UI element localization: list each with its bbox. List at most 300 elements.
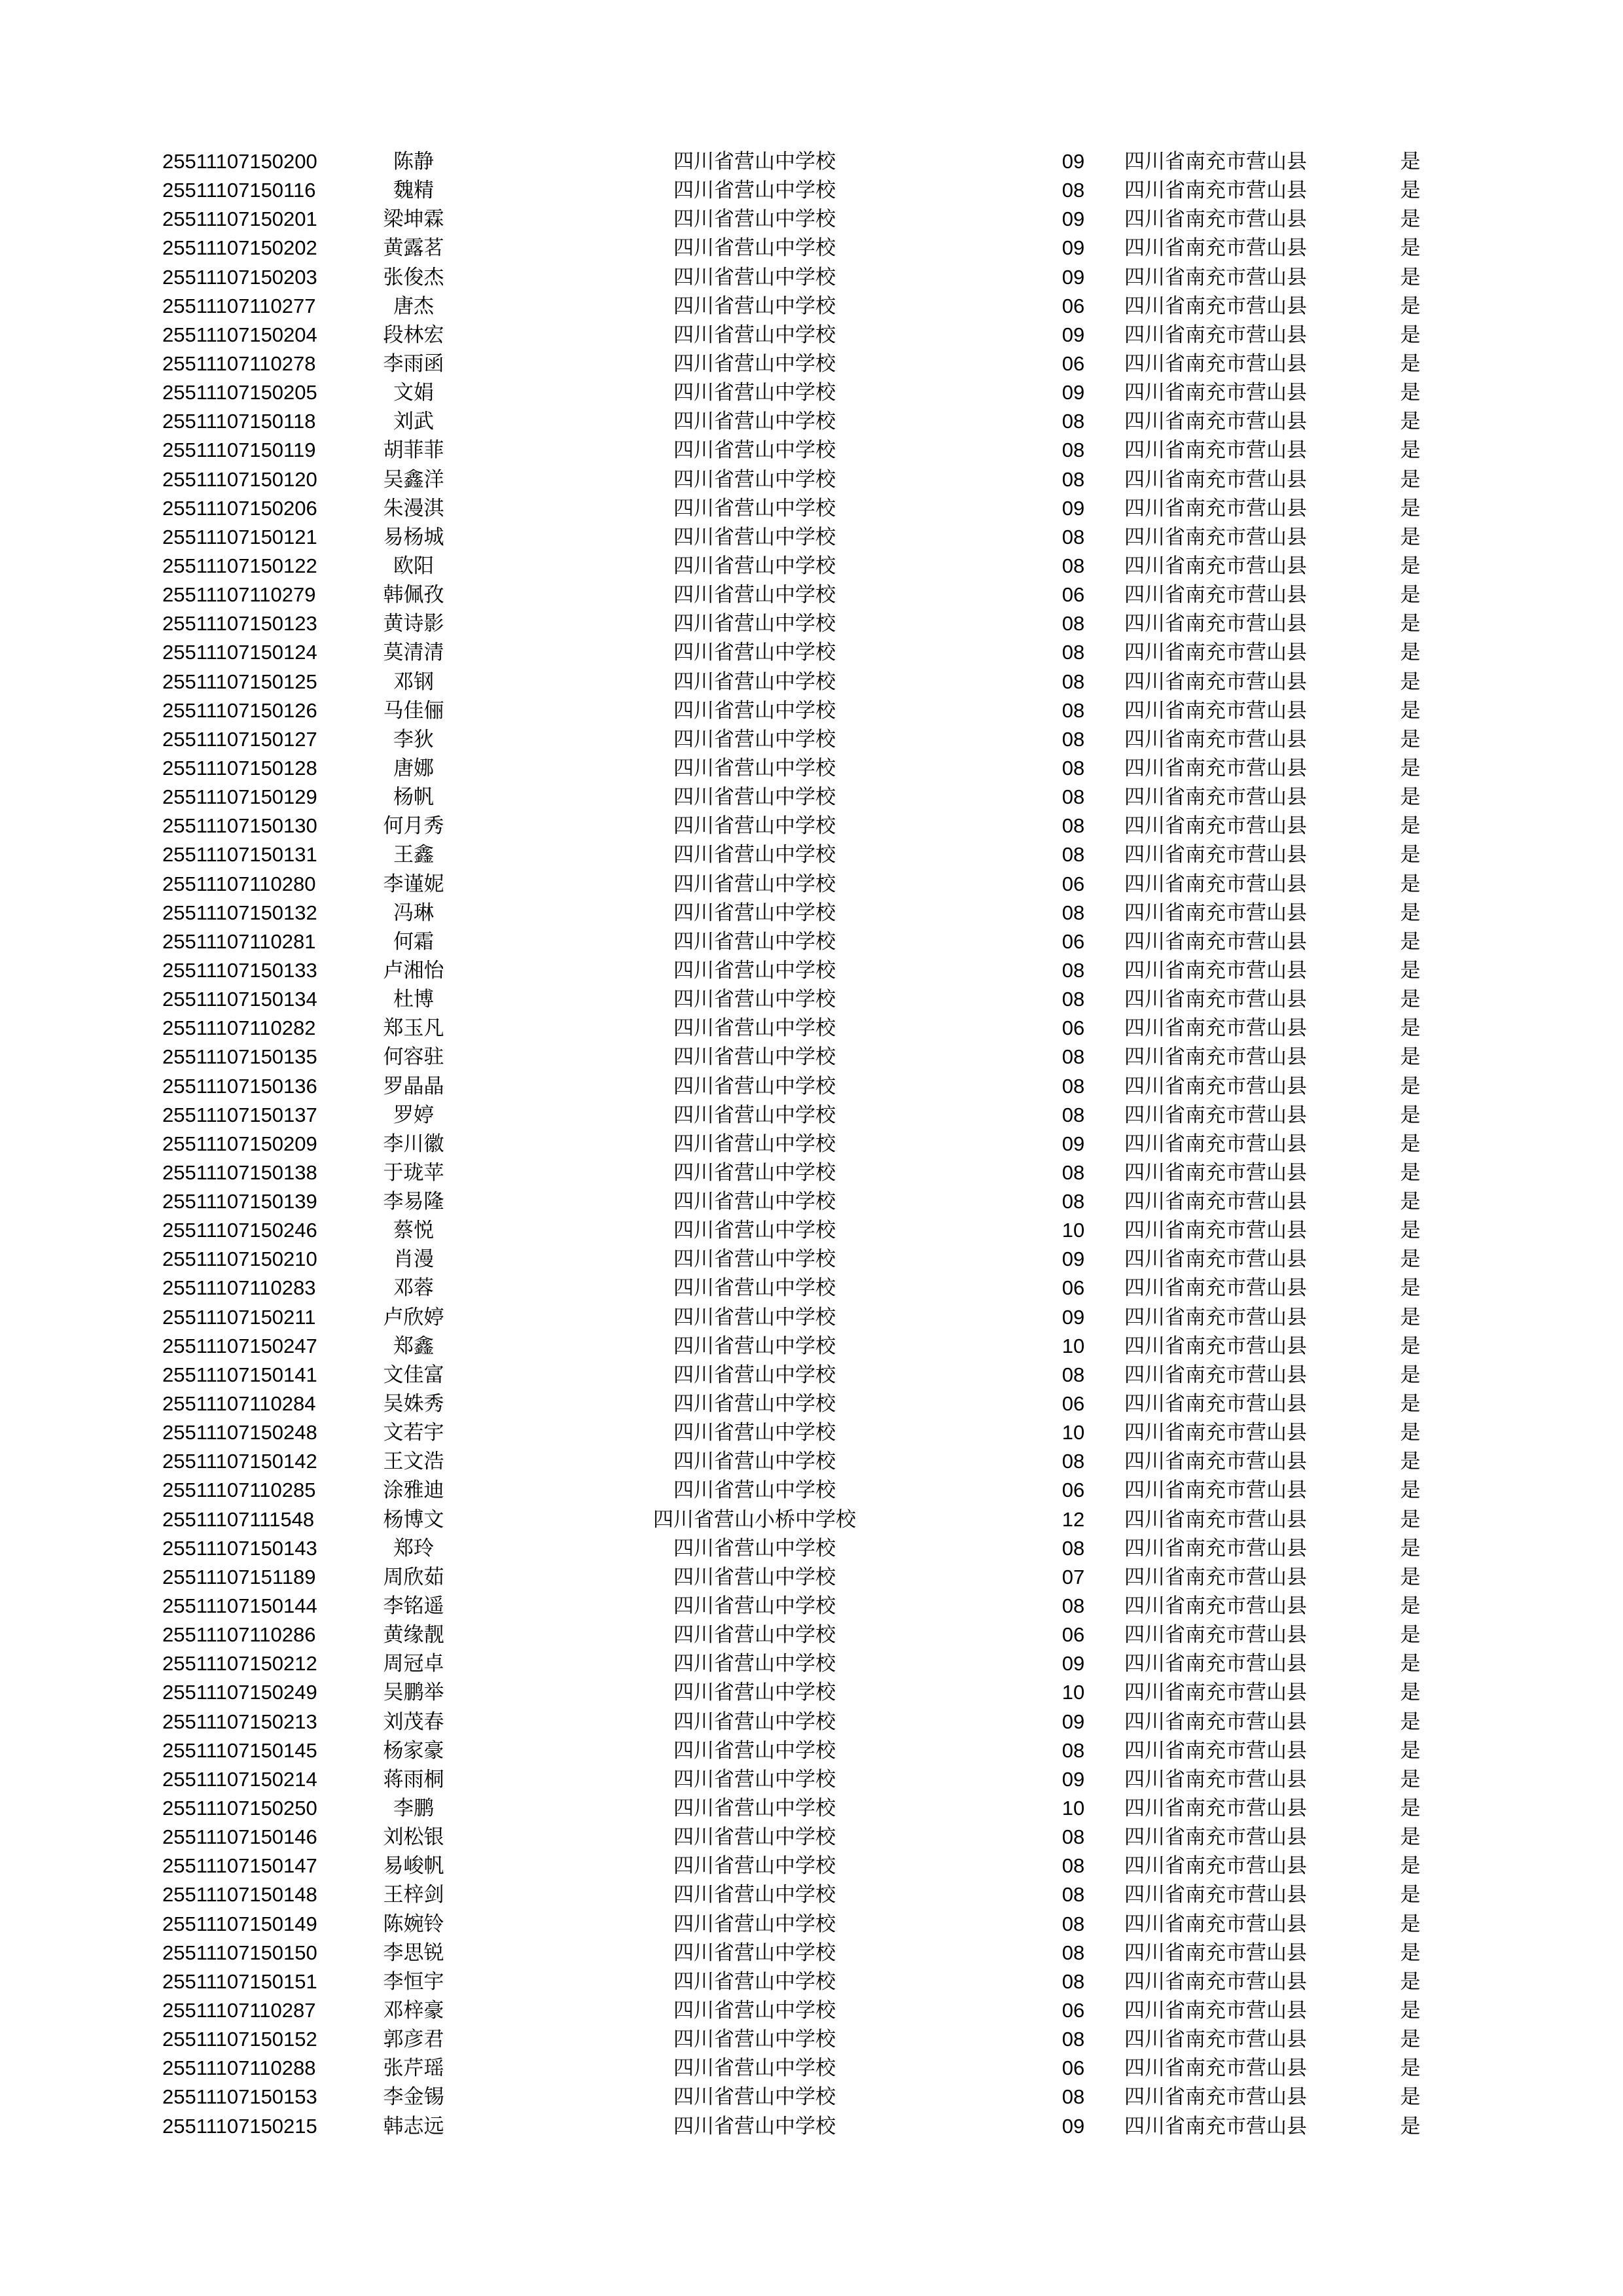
status-flag: 是 xyxy=(1400,1652,1421,1676)
status-flag: 是 xyxy=(1400,612,1421,636)
school-name: 四川省营山中学校 xyxy=(673,929,836,954)
region: 四川省南充市营山县 xyxy=(1124,785,1307,810)
status-flag: 是 xyxy=(1400,1854,1421,1878)
grade-code: 09 xyxy=(1061,150,1085,173)
school-name: 四川省营山中学校 xyxy=(673,496,836,520)
grade-code: 09 xyxy=(1061,207,1085,231)
student-name: 刘武 xyxy=(393,410,434,434)
student-id: 25511107150145 xyxy=(162,1738,317,1762)
status-flag: 是 xyxy=(1400,1565,1421,1589)
grade-code: 06 xyxy=(1061,583,1085,607)
student-name: 李铭遥 xyxy=(383,1594,444,1619)
school-name: 四川省营山中学校 xyxy=(673,1421,836,1445)
school-name: 四川省营山中学校 xyxy=(673,727,836,751)
table-row xyxy=(0,1014,1623,1043)
student-id: 25511107151189 xyxy=(162,1565,316,1588)
student-name: 刘茂春 xyxy=(383,1710,444,1734)
grade-code: 08 xyxy=(1061,612,1085,636)
region: 四川省南充市营山县 xyxy=(1124,554,1307,578)
school-name: 四川省营山中学校 xyxy=(673,1912,836,1936)
school-name: 四川省营山中学校 xyxy=(673,958,836,982)
status-flag: 是 xyxy=(1400,179,1421,203)
grade-code: 08 xyxy=(1061,1160,1085,1184)
status-flag: 是 xyxy=(1400,2028,1421,2052)
school-name: 四川省营山中学校 xyxy=(673,1392,836,1416)
student-name: 魏精 xyxy=(393,179,434,203)
table-row xyxy=(0,812,1623,840)
grade-code: 08 xyxy=(1061,1594,1085,1618)
student-name: 蔡悦 xyxy=(393,1219,434,1243)
grade-code: 09 xyxy=(1061,1247,1085,1271)
region: 四川省南充市营山县 xyxy=(1124,1190,1307,1214)
status-flag: 是 xyxy=(1400,1450,1421,1474)
grade-code: 08 xyxy=(1061,1074,1085,1098)
student-id: 25511107150215 xyxy=(162,2114,317,2138)
student-name: 罗晶晶 xyxy=(383,1074,444,1098)
region: 四川省南充市营山县 xyxy=(1124,612,1307,636)
status-flag: 是 xyxy=(1400,1190,1421,1214)
region: 四川省南充市营山县 xyxy=(1124,698,1307,723)
student-id: 25511107110279 xyxy=(162,583,316,607)
grade-code: 08 xyxy=(1061,410,1085,433)
grade-code: 08 xyxy=(1061,525,1085,548)
grade-code: 07 xyxy=(1061,1565,1085,1588)
student-name: 欧阳 xyxy=(393,554,434,578)
status-flag: 是 xyxy=(1400,381,1421,405)
grade-code: 08 xyxy=(1061,1825,1085,1849)
table-row xyxy=(0,754,1623,783)
status-flag: 是 xyxy=(1400,1363,1421,1387)
status-flag: 是 xyxy=(1400,1594,1421,1619)
student-name: 何容驻 xyxy=(383,1045,444,1069)
student-id: 25511107150137 xyxy=(162,1103,317,1126)
table-row xyxy=(0,609,1623,638)
school-name: 四川省营山中学校 xyxy=(673,641,836,665)
grade-code: 08 xyxy=(1061,1536,1085,1560)
status-flag: 是 xyxy=(1400,1045,1421,1069)
table-row xyxy=(0,1765,1623,1794)
table-row xyxy=(0,292,1623,321)
school-name: 四川省营山中学校 xyxy=(673,1652,836,1676)
region: 四川省南充市营山县 xyxy=(1124,467,1307,492)
grade-code: 06 xyxy=(1061,2056,1085,2080)
status-flag: 是 xyxy=(1400,1912,1421,1936)
status-flag: 是 xyxy=(1400,1681,1421,1705)
school-name: 四川省营山中学校 xyxy=(673,179,836,203)
status-flag: 是 xyxy=(1400,1276,1421,1300)
status-flag: 是 xyxy=(1400,872,1421,896)
grade-code: 08 xyxy=(1061,756,1085,780)
school-name: 四川省营山中学校 xyxy=(673,785,836,810)
table-row xyxy=(0,1563,1623,1592)
student-id: 25511107150201 xyxy=(162,207,317,231)
grade-code: 12 xyxy=(1061,1507,1085,1531)
school-name: 四川省营山中学校 xyxy=(673,1276,836,1300)
student-id: 25511107150206 xyxy=(162,496,317,520)
school-name: 四川省营山中学校 xyxy=(673,236,836,260)
student-id: 25511107150139 xyxy=(162,1190,317,1213)
student-id: 25511107150144 xyxy=(162,1594,317,1618)
student-id: 25511107150210 xyxy=(162,1247,317,1271)
school-name: 四川省营山中学校 xyxy=(673,150,836,173)
student-id: 25511107110285 xyxy=(162,1479,316,1502)
status-flag: 是 xyxy=(1400,1999,1421,2022)
table-row xyxy=(0,1852,1623,1880)
grade-code: 06 xyxy=(1061,1276,1085,1300)
region: 四川省南充市营山县 xyxy=(1124,814,1307,838)
school-name: 四川省营山中学校 xyxy=(673,207,836,232)
table-row xyxy=(0,1361,1623,1390)
status-flag: 是 xyxy=(1400,351,1421,376)
status-flag: 是 xyxy=(1400,554,1421,578)
region: 四川省南充市营山县 xyxy=(1124,1999,1307,2022)
status-flag: 是 xyxy=(1400,2114,1421,2138)
table-row xyxy=(0,1910,1623,1939)
region: 四川省南充市营山县 xyxy=(1124,1074,1307,1098)
school-name: 四川省营山中学校 xyxy=(673,1132,836,1156)
grade-code: 10 xyxy=(1061,1681,1085,1704)
student-name: 文娟 xyxy=(393,381,434,405)
region: 四川省南充市营山县 xyxy=(1124,2114,1307,2138)
student-id: 25511107150247 xyxy=(162,1334,317,1357)
student-name: 文佳富 xyxy=(383,1363,444,1387)
school-name: 四川省营山中学校 xyxy=(673,901,836,925)
school-name: 四川省营山中学校 xyxy=(673,1103,836,1127)
table-row xyxy=(0,1534,1623,1563)
status-flag: 是 xyxy=(1400,1825,1421,1850)
student-name: 梁坤霖 xyxy=(383,207,444,232)
school-name: 四川省营山中学校 xyxy=(673,1883,836,1907)
student-id: 25511107110287 xyxy=(162,1999,316,2022)
status-flag: 是 xyxy=(1400,1738,1421,1763)
status-flag: 是 xyxy=(1400,1710,1421,1734)
region: 四川省南充市营山县 xyxy=(1124,872,1307,896)
student-name: 周欣茹 xyxy=(383,1565,444,1589)
table-row xyxy=(0,321,1623,350)
region: 四川省南充市营山县 xyxy=(1124,1334,1307,1358)
student-name: 杨帆 xyxy=(393,785,434,810)
region: 四川省南充市营山县 xyxy=(1124,1479,1307,1503)
table-row xyxy=(0,581,1623,609)
grade-code: 06 xyxy=(1061,1392,1085,1416)
region: 四川省南充市营山县 xyxy=(1124,1045,1307,1069)
school-name: 四川省营山中学校 xyxy=(673,323,836,347)
school-name: 四川省营山中学校 xyxy=(673,583,836,607)
table-row xyxy=(0,2083,1623,2111)
status-flag: 是 xyxy=(1400,1132,1421,1156)
school-name: 四川省营山中学校 xyxy=(673,1305,836,1329)
grade-code: 06 xyxy=(1061,1999,1085,2022)
grade-code: 10 xyxy=(1061,1219,1085,1242)
grade-code: 10 xyxy=(1061,1797,1085,1820)
region: 四川省南充市营山县 xyxy=(1124,439,1307,463)
student-name: 黄缘靓 xyxy=(383,1623,444,1647)
student-name: 邓梓豪 xyxy=(383,1999,444,2022)
student-name: 李川徽 xyxy=(383,1132,444,1156)
grade-code: 09 xyxy=(1061,1652,1085,1676)
student-name: 李雨函 xyxy=(383,351,444,376)
student-name: 肖漫 xyxy=(393,1247,434,1272)
grade-code: 08 xyxy=(1061,1450,1085,1473)
student-id: 25511107150130 xyxy=(162,814,317,838)
student-name: 王梓剑 xyxy=(383,1883,444,1907)
table-row xyxy=(0,378,1623,407)
grade-code: 08 xyxy=(1061,670,1085,693)
student-id: 25511107150211 xyxy=(162,1305,316,1329)
school-name: 四川省营山中学校 xyxy=(673,1016,836,1041)
student-id: 25511107150128 xyxy=(162,756,317,780)
table-row xyxy=(0,725,1623,754)
status-flag: 是 xyxy=(1400,236,1421,260)
school-name: 四川省营山中学校 xyxy=(673,1623,836,1647)
table-row xyxy=(0,696,1623,725)
region: 四川省南充市营山县 xyxy=(1124,1565,1307,1589)
table-row xyxy=(0,1303,1623,1332)
student-name: 罗婷 xyxy=(393,1103,434,1127)
status-flag: 是 xyxy=(1400,988,1421,1012)
student-table xyxy=(0,147,1623,2141)
region: 四川省南充市营山县 xyxy=(1124,265,1307,289)
table-row xyxy=(0,1158,1623,1187)
school-name: 四川省营山中学校 xyxy=(673,1363,836,1387)
status-flag: 是 xyxy=(1400,1536,1421,1560)
region: 四川省南充市营山县 xyxy=(1124,1103,1307,1127)
region: 四川省南充市营山县 xyxy=(1124,843,1307,867)
region: 四川省南充市营山县 xyxy=(1124,583,1307,607)
student-id: 25511107150123 xyxy=(162,612,317,636)
student-name: 郑玲 xyxy=(393,1536,434,1560)
table-row xyxy=(0,1678,1623,1707)
region: 四川省南充市营山县 xyxy=(1124,1912,1307,1936)
student-id: 25511107150212 xyxy=(162,1652,317,1676)
school-name: 四川省营山中学校 xyxy=(673,1999,836,2022)
student-name: 邓蓉 xyxy=(393,1276,434,1300)
student-name: 杨博文 xyxy=(383,1507,444,1532)
student-name: 杜博 xyxy=(393,988,434,1012)
status-flag: 是 xyxy=(1400,1883,1421,1907)
grade-code: 08 xyxy=(1061,179,1085,202)
grade-code: 08 xyxy=(1061,439,1085,462)
table-row xyxy=(0,1332,1623,1361)
status-flag: 是 xyxy=(1400,1421,1421,1445)
table-row xyxy=(0,465,1623,494)
student-name: 郭彦君 xyxy=(383,2028,444,2052)
region: 四川省南充市营山县 xyxy=(1124,351,1307,376)
school-name: 四川省营山中学校 xyxy=(673,1710,836,1734)
table-row xyxy=(0,1823,1623,1852)
status-flag: 是 xyxy=(1400,1305,1421,1329)
student-id: 25511107150142 xyxy=(162,1450,317,1473)
table-row xyxy=(0,1245,1623,1274)
grade-code: 06 xyxy=(1061,1479,1085,1502)
grade-code: 08 xyxy=(1061,1941,1085,1964)
region: 四川省南充市营山县 xyxy=(1124,2056,1307,2081)
student-name: 蒋雨桐 xyxy=(383,1767,444,1791)
region: 四川省南充市营山县 xyxy=(1124,901,1307,925)
student-id: 25511107150135 xyxy=(162,1045,317,1069)
table-row xyxy=(0,1967,1623,1996)
table-row xyxy=(0,436,1623,465)
school-name: 四川省营山中学校 xyxy=(673,467,836,492)
status-flag: 是 xyxy=(1400,294,1421,318)
student-id: 25511107150148 xyxy=(162,1883,317,1907)
student-name: 吴鹏举 xyxy=(383,1681,444,1705)
table-row xyxy=(0,234,1623,262)
grade-code: 08 xyxy=(1061,467,1085,491)
region: 四川省南充市营山县 xyxy=(1124,1450,1307,1474)
student-id: 25511107150205 xyxy=(162,381,317,404)
grade-code: 08 xyxy=(1061,1738,1085,1762)
grade-code: 08 xyxy=(1061,1190,1085,1213)
grade-code: 06 xyxy=(1061,294,1085,317)
table-row xyxy=(0,494,1623,523)
school-name: 四川省营山中学校 xyxy=(673,698,836,723)
table-row xyxy=(0,899,1623,927)
student-id: 25511107150129 xyxy=(162,785,317,809)
region: 四川省南充市营山县 xyxy=(1124,1652,1307,1676)
student-id: 25511107150138 xyxy=(162,1160,317,1184)
student-name: 唐杰 xyxy=(393,294,434,318)
region: 四川省南充市营山县 xyxy=(1124,525,1307,549)
grade-code: 09 xyxy=(1061,381,1085,404)
table-row xyxy=(0,927,1623,956)
region: 四川省南充市营山县 xyxy=(1124,1825,1307,1850)
student-name: 胡菲菲 xyxy=(383,439,444,463)
table-row xyxy=(0,176,1623,205)
school-name: 四川省营山中学校 xyxy=(673,1219,836,1243)
school-name: 四川省营山中学校 xyxy=(673,1536,836,1560)
status-flag: 是 xyxy=(1400,785,1421,810)
student-name: 陈静 xyxy=(393,150,434,173)
region: 四川省南充市营山县 xyxy=(1124,496,1307,520)
student-name: 何月秀 xyxy=(383,814,444,838)
student-id: 25511107150132 xyxy=(162,901,317,924)
region: 四川省南充市营山县 xyxy=(1124,1305,1307,1329)
school-name: 四川省营山中学校 xyxy=(673,2085,836,2109)
table-row xyxy=(0,1649,1623,1678)
grade-code: 08 xyxy=(1061,901,1085,924)
student-name: 王鑫 xyxy=(393,843,434,867)
grade-code: 08 xyxy=(1061,785,1085,809)
student-name: 张芹瑶 xyxy=(383,2056,444,2081)
region: 四川省南充市营山县 xyxy=(1124,1767,1307,1791)
student-name: 杨家豪 xyxy=(383,1738,444,1763)
grade-code: 08 xyxy=(1061,814,1085,838)
status-flag: 是 xyxy=(1400,525,1421,549)
region: 四川省南充市营山县 xyxy=(1124,1016,1307,1041)
school-name: 四川省营山中学校 xyxy=(673,381,836,405)
student-name: 卢欣婷 xyxy=(383,1305,444,1329)
grade-code: 08 xyxy=(1061,727,1085,751)
student-id: 25511107150150 xyxy=(162,1941,317,1964)
grade-code: 08 xyxy=(1061,641,1085,664)
table-row xyxy=(0,350,1623,378)
status-flag: 是 xyxy=(1400,439,1421,463)
student-id: 25511107150126 xyxy=(162,698,317,722)
student-name: 李狄 xyxy=(393,727,434,751)
table-row xyxy=(0,1130,1623,1158)
region: 四川省南充市营山县 xyxy=(1124,1421,1307,1445)
status-flag: 是 xyxy=(1400,1969,1421,1994)
student-name: 吴鑫洋 xyxy=(383,467,444,492)
school-name: 四川省营山中学校 xyxy=(673,1681,836,1705)
school-name: 四川省营山中学校 xyxy=(673,1941,836,1965)
status-flag: 是 xyxy=(1400,583,1421,607)
region: 四川省南充市营山县 xyxy=(1124,1883,1307,1907)
school-name: 四川省营山中学校 xyxy=(673,1594,836,1619)
grade-code: 09 xyxy=(1061,2114,1085,2138)
student-id: 25511107150149 xyxy=(162,1912,317,1935)
table-row xyxy=(0,1592,1623,1621)
table-row xyxy=(0,1505,1623,1534)
status-flag: 是 xyxy=(1400,1797,1421,1821)
student-id: 25511107110282 xyxy=(162,1016,316,1040)
grade-code: 10 xyxy=(1061,1334,1085,1357)
status-flag: 是 xyxy=(1400,756,1421,780)
table-row xyxy=(0,523,1623,552)
table-row xyxy=(0,205,1623,234)
grade-code: 09 xyxy=(1061,1710,1085,1733)
student-id: 25511107150116 xyxy=(162,179,316,202)
table-row xyxy=(0,1043,1623,1071)
school-name: 四川省营山中学校 xyxy=(673,1825,836,1850)
status-flag: 是 xyxy=(1400,1767,1421,1791)
student-id: 25511107110281 xyxy=(162,929,316,953)
region: 四川省南充市营山县 xyxy=(1124,150,1307,173)
school-name: 四川省营山中学校 xyxy=(673,1565,836,1589)
table-row xyxy=(0,1708,1623,1736)
school-name: 四川省营山中学校 xyxy=(673,1190,836,1214)
grade-code: 08 xyxy=(1061,958,1085,982)
student-id: 25511107150202 xyxy=(162,236,317,260)
region: 四川省南充市营山县 xyxy=(1124,1623,1307,1647)
student-name: 周冠卓 xyxy=(383,1652,444,1676)
table-row xyxy=(0,783,1623,812)
status-flag: 是 xyxy=(1400,1016,1421,1041)
region: 四川省南充市营山县 xyxy=(1124,756,1307,780)
student-name: 刘松银 xyxy=(383,1825,444,1850)
student-name: 涂雅迪 xyxy=(383,1479,444,1503)
status-flag: 是 xyxy=(1400,2085,1421,2109)
status-flag: 是 xyxy=(1400,1103,1421,1127)
grade-code: 10 xyxy=(1061,1421,1085,1444)
table-row xyxy=(0,1216,1623,1245)
student-id: 25511107111548 xyxy=(162,1507,315,1531)
student-id: 25511107150213 xyxy=(162,1710,317,1733)
grade-code: 09 xyxy=(1061,265,1085,289)
student-id: 25511107150124 xyxy=(162,641,317,664)
student-id: 25511107150133 xyxy=(162,958,317,982)
student-name: 文若宇 xyxy=(383,1421,444,1445)
student-name: 王文浩 xyxy=(383,1450,444,1474)
region: 四川省南充市营山县 xyxy=(1124,1507,1307,1532)
grade-code: 06 xyxy=(1061,351,1085,375)
region: 四川省南充市营山县 xyxy=(1124,1219,1307,1243)
status-flag: 是 xyxy=(1400,1160,1421,1185)
student-name: 段林宏 xyxy=(383,323,444,347)
region: 四川省南充市营山县 xyxy=(1124,1247,1307,1272)
school-name: 四川省营山中学校 xyxy=(673,670,836,694)
status-flag: 是 xyxy=(1400,1074,1421,1098)
region: 四川省南充市营山县 xyxy=(1124,1536,1307,1560)
grade-code: 08 xyxy=(1061,1045,1085,1069)
student-id: 25511107110286 xyxy=(162,1623,316,1647)
student-id: 25511107150131 xyxy=(162,843,317,867)
grade-code: 06 xyxy=(1061,929,1085,953)
school-name: 四川省营山中学校 xyxy=(673,843,836,867)
student-name: 李恒宇 xyxy=(383,1969,444,1994)
region: 四川省南充市营山县 xyxy=(1124,727,1307,751)
